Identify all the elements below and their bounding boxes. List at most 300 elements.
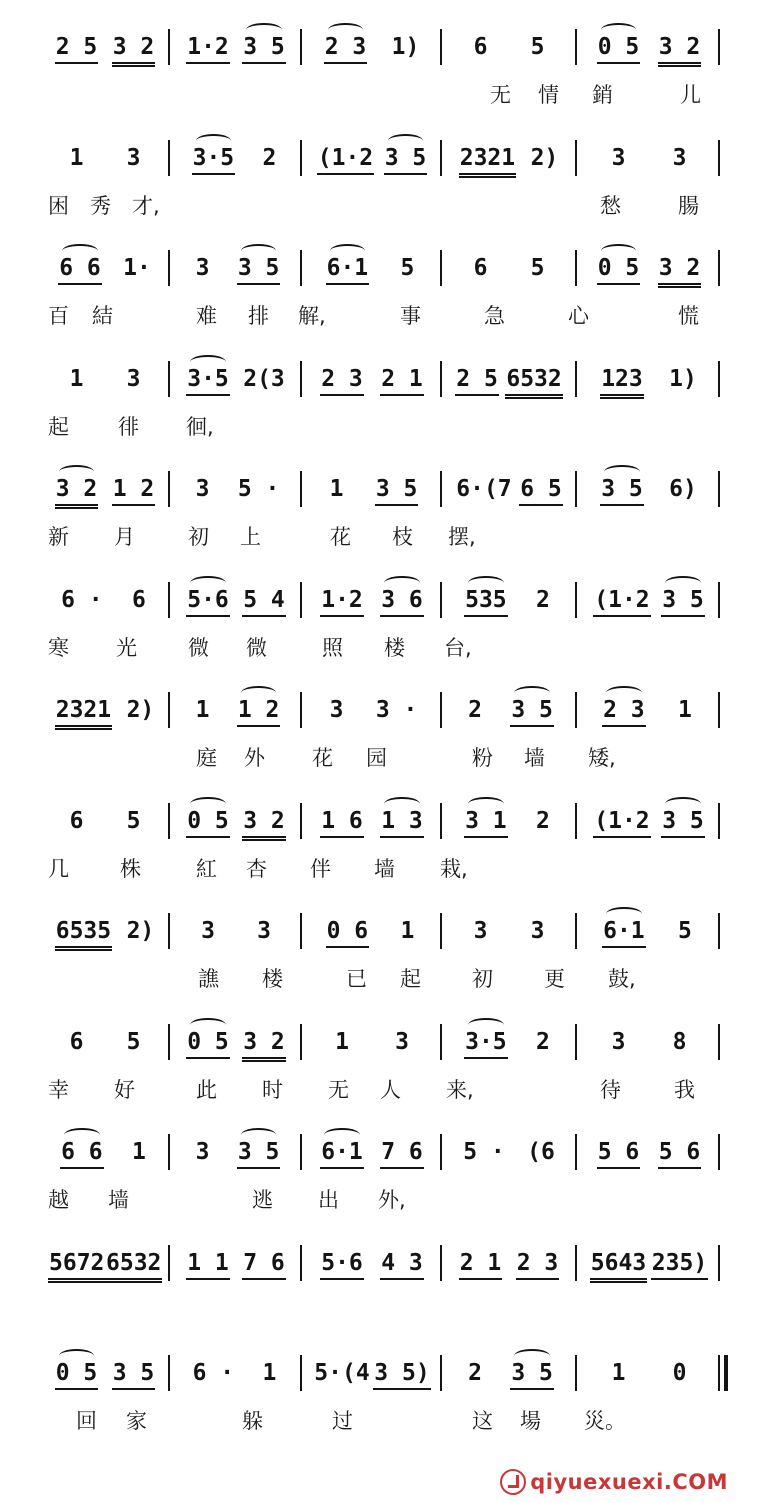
barline xyxy=(575,250,577,286)
measure xyxy=(312,1133,432,1173)
lyric-char: 照 xyxy=(322,635,343,660)
note-group: 6·1 xyxy=(326,253,370,285)
note-group: 3 xyxy=(530,918,545,944)
note-group: 3 xyxy=(195,255,210,281)
lyric-char: 来, xyxy=(446,1077,474,1102)
barline xyxy=(168,471,170,507)
measure xyxy=(48,691,162,731)
lyric-line xyxy=(0,743,760,775)
lyric-line xyxy=(0,964,760,996)
note-group: 3 5 xyxy=(661,585,705,617)
lyric-char: 株 xyxy=(120,856,141,881)
slur-mark xyxy=(468,797,504,811)
note-group: 6 xyxy=(473,34,488,60)
measure xyxy=(588,1023,710,1063)
note-group: 2321 xyxy=(459,143,516,178)
barline xyxy=(440,250,442,286)
note-group: 3 2 xyxy=(658,32,702,67)
note-group: 1 xyxy=(262,1360,277,1386)
note-group: 1 6 xyxy=(320,806,364,838)
note-group: 6 · xyxy=(61,586,103,613)
note-group: 6 6 xyxy=(60,1137,104,1169)
lyric-line xyxy=(0,522,760,554)
notation-line xyxy=(0,802,760,842)
note-group: 6 xyxy=(473,255,488,281)
slur-mark xyxy=(190,1018,226,1032)
note-group: 2 3 xyxy=(324,32,368,64)
notation-line xyxy=(0,470,760,510)
measure xyxy=(312,1244,432,1284)
note-group: 1 2 xyxy=(112,474,156,506)
slur-mark xyxy=(190,797,226,811)
note-group: 1·2 xyxy=(186,32,230,64)
measure xyxy=(452,581,566,621)
score-system xyxy=(0,802,760,912)
slur-mark xyxy=(468,576,504,590)
lyric-char: 无 xyxy=(490,83,511,107)
barline xyxy=(718,1245,720,1281)
notation-line xyxy=(0,1133,760,1173)
lyric-char: 儿 xyxy=(680,83,701,107)
note-group: 6532 xyxy=(105,1248,162,1283)
note-group: 1 xyxy=(69,365,84,392)
slur-mark xyxy=(62,244,98,258)
slur-mark xyxy=(468,1018,504,1032)
measure xyxy=(312,249,432,289)
note-group: 0 5 xyxy=(597,32,641,64)
final-barline xyxy=(724,1355,728,1391)
barline xyxy=(575,1024,577,1060)
note-group: 3 6 xyxy=(380,585,424,617)
note-group: 1 xyxy=(335,1028,349,1055)
slur-mark xyxy=(328,23,364,37)
barline xyxy=(440,803,442,839)
note-group: 6·(7 xyxy=(456,476,512,502)
note-group: 3 xyxy=(473,918,488,944)
measure xyxy=(452,139,566,179)
lyric-char: 事 xyxy=(400,304,421,328)
lyric-char: 秀 xyxy=(90,193,111,218)
lyric-char: 新 xyxy=(48,525,69,549)
score-system xyxy=(0,1244,760,1354)
notation-line xyxy=(0,691,760,731)
barline xyxy=(718,1355,720,1391)
measure xyxy=(48,1023,162,1063)
note-group: 3 5 xyxy=(510,1358,554,1390)
lyric-char: 紅 xyxy=(196,856,217,881)
lyric-char: 慌 xyxy=(678,304,699,328)
site-watermark xyxy=(500,1469,728,1495)
measure xyxy=(48,581,162,621)
slur-mark xyxy=(246,23,282,37)
slur-mark xyxy=(59,465,95,479)
slur-mark xyxy=(606,907,642,921)
slur-mark xyxy=(384,576,420,590)
lyric-char: 已 xyxy=(346,967,367,991)
note-group: 6535 xyxy=(55,916,112,951)
lyric-line xyxy=(0,80,760,112)
score-system xyxy=(0,28,760,138)
note-group: 123 xyxy=(600,364,644,399)
lyric-char: 起 xyxy=(48,414,69,439)
logo-q-icon xyxy=(500,1469,526,1495)
measure xyxy=(180,912,292,952)
note-group: 5 6 xyxy=(597,1137,641,1169)
note-group: 5 xyxy=(126,807,141,834)
measure xyxy=(452,691,566,731)
slur-mark xyxy=(241,1128,277,1142)
barline xyxy=(440,1024,442,1060)
note-group: 2 1 xyxy=(459,1248,503,1280)
lyric-char: 好 xyxy=(114,1077,135,1102)
note-group: (1·2 xyxy=(593,806,650,838)
barline xyxy=(440,1245,442,1281)
measure xyxy=(312,360,432,400)
lyric-char: 无 xyxy=(328,1077,349,1102)
measure xyxy=(452,1244,566,1284)
note-group: 6·1 xyxy=(320,1137,364,1169)
lyric-line xyxy=(0,854,760,886)
note-group: 1) xyxy=(669,365,697,392)
measure xyxy=(180,1354,292,1394)
slur-mark xyxy=(601,23,637,37)
lyric-char: 摆, xyxy=(448,525,476,549)
measure xyxy=(48,1133,162,1173)
lyric-char: 困 xyxy=(48,193,69,218)
measure xyxy=(180,28,292,68)
lyric-char: 場 xyxy=(520,1409,541,1433)
note-group: 3 2 xyxy=(242,1027,286,1062)
note-group: 5 4 xyxy=(242,585,286,617)
barline xyxy=(300,1134,302,1170)
measure xyxy=(588,249,710,289)
measure xyxy=(180,139,292,179)
measure xyxy=(48,28,162,68)
measure xyxy=(48,912,162,952)
measure xyxy=(48,802,162,842)
slur-mark xyxy=(514,686,550,700)
note-group: 3 xyxy=(195,1139,210,1165)
measure xyxy=(588,470,710,510)
measure xyxy=(48,1244,162,1284)
lyric-char: 徘 xyxy=(118,414,139,439)
barline xyxy=(440,1134,442,1170)
note-group: 4 3 xyxy=(380,1248,424,1280)
note-group: 3 5 xyxy=(112,1358,156,1390)
note-group: 2 xyxy=(535,586,550,613)
score-system xyxy=(0,470,760,580)
measure xyxy=(312,912,432,952)
note-group: (1·2 xyxy=(317,143,374,175)
note-group: 3·5 xyxy=(192,143,236,175)
note-group: 6 5 xyxy=(519,474,563,506)
lyric-char: 結 xyxy=(92,304,113,328)
barline xyxy=(718,471,720,507)
note-group: 1·2 xyxy=(320,585,364,617)
notation-line xyxy=(0,360,760,400)
measure xyxy=(312,1023,432,1063)
lyric-char: 出 xyxy=(318,1188,339,1212)
measure xyxy=(452,28,566,68)
measure xyxy=(312,1354,432,1394)
note-group: 8 xyxy=(672,1028,687,1055)
note-group: 1 xyxy=(131,1139,146,1165)
note-group: (6 xyxy=(527,1139,555,1165)
note-group: 3 5 xyxy=(375,474,419,506)
notation-line xyxy=(0,1244,760,1284)
note-group: 1 xyxy=(195,697,210,723)
measure xyxy=(48,470,162,510)
lyric-char: 銷 xyxy=(592,83,613,107)
barline xyxy=(300,471,302,507)
lyric-char: 伴 xyxy=(310,856,331,881)
barline xyxy=(575,1355,577,1391)
lyric-char: 月 xyxy=(114,525,135,549)
barline xyxy=(440,692,442,728)
barline xyxy=(575,1245,577,1281)
note-group: 3 5 xyxy=(600,474,644,506)
note-group: 2 3 xyxy=(516,1248,560,1280)
slur-mark xyxy=(665,576,701,590)
barline xyxy=(300,1245,302,1281)
barline xyxy=(168,1355,170,1391)
measure xyxy=(452,1354,566,1394)
lyric-line xyxy=(0,1075,760,1107)
measure xyxy=(588,802,710,842)
measure xyxy=(48,139,162,179)
note-group: 3 xyxy=(611,1028,626,1055)
lyric-char: 楼 xyxy=(384,635,405,660)
lyric-char: 更 xyxy=(544,967,565,991)
lyric-char: 起 xyxy=(400,967,421,991)
lyric-char: 园 xyxy=(366,746,387,770)
barline xyxy=(440,140,442,176)
note-group: 3 xyxy=(672,144,687,171)
lyric-char: 回 xyxy=(76,1409,97,1433)
note-group: 3 · xyxy=(375,697,418,723)
note-group: 5 xyxy=(530,34,545,60)
measure xyxy=(312,470,432,510)
watermark-text: qiyuexuexi.COM xyxy=(530,1470,728,1494)
note-group: 3·5 xyxy=(464,1027,508,1059)
note-group: 1 xyxy=(611,1360,626,1386)
note-group: 2 xyxy=(535,807,550,834)
slur-mark xyxy=(665,797,701,811)
lyric-char: 我 xyxy=(674,1077,695,1102)
barline xyxy=(440,913,442,949)
barline xyxy=(300,803,302,839)
score-system xyxy=(0,249,760,359)
measure xyxy=(48,249,162,289)
lyric-char: 心 xyxy=(568,304,589,328)
barline xyxy=(300,140,302,176)
barline xyxy=(168,140,170,176)
slur-mark xyxy=(606,686,642,700)
measure xyxy=(588,1354,710,1394)
measure xyxy=(48,360,162,400)
lyric-char: 墙 xyxy=(108,1188,129,1212)
slur-mark xyxy=(384,797,420,811)
slur-mark xyxy=(190,355,226,369)
barline xyxy=(575,29,577,65)
barline xyxy=(718,140,720,176)
measure xyxy=(180,581,292,621)
note-group: 5 xyxy=(530,255,545,281)
measure xyxy=(588,360,710,400)
barline xyxy=(718,913,720,949)
notation-line xyxy=(0,28,760,68)
note-group: 0 5 xyxy=(186,1027,230,1059)
lyric-char: 花 xyxy=(330,525,351,549)
measure xyxy=(312,28,432,68)
barline xyxy=(168,250,170,286)
slur-mark xyxy=(324,1128,360,1142)
lyric-char: 寒 xyxy=(48,635,69,660)
measure xyxy=(180,1133,292,1173)
measure xyxy=(452,470,566,510)
lyric-char: 上 xyxy=(240,525,261,549)
barline xyxy=(575,803,577,839)
lyric-char: 此 xyxy=(196,1077,217,1102)
lyric-line xyxy=(0,412,760,444)
lyric-char: 愁 xyxy=(600,193,621,218)
note-group: 3 5 xyxy=(237,1137,281,1169)
measure xyxy=(588,1133,710,1173)
note-group: 1 3 xyxy=(380,806,424,838)
note-group: 3 2 xyxy=(112,32,156,67)
measure xyxy=(588,581,710,621)
lyric-char: 台, xyxy=(444,635,472,660)
barline xyxy=(575,692,577,728)
measure xyxy=(452,249,566,289)
lyric-char: 徊, xyxy=(186,414,214,439)
notation-line xyxy=(0,1354,760,1394)
barline xyxy=(440,1355,442,1391)
lyric-char: 粉 xyxy=(472,746,493,770)
note-group: 5672 xyxy=(48,1248,105,1283)
note-group: 3 2 xyxy=(658,253,702,288)
note-group: 3 2 xyxy=(55,474,99,509)
lyric-line xyxy=(0,1185,760,1217)
note-group: 3 xyxy=(257,918,271,944)
barline xyxy=(300,692,302,728)
barline xyxy=(300,361,302,397)
notation-line xyxy=(0,581,760,621)
score-system xyxy=(0,1133,760,1243)
note-group: 3 xyxy=(395,1028,409,1055)
barline xyxy=(168,803,170,839)
measure xyxy=(452,912,566,952)
note-group: 3 1 xyxy=(464,806,508,838)
slur-mark xyxy=(514,1349,550,1363)
slur-mark xyxy=(196,134,232,148)
lyric-line xyxy=(0,1406,760,1438)
lyric-char: 几 xyxy=(48,856,69,881)
note-group: 6 xyxy=(69,1028,84,1055)
lyric-char: 微 xyxy=(188,635,209,660)
note-group: 2(3 xyxy=(243,365,285,392)
barline xyxy=(300,250,302,286)
lyric-char: 外, xyxy=(378,1188,406,1212)
barline xyxy=(575,361,577,397)
note-group: 3 5 xyxy=(237,253,281,285)
barline xyxy=(718,250,720,286)
measure xyxy=(452,1023,566,1063)
lyric-char: 情 xyxy=(538,83,559,107)
note-group: 5 · xyxy=(463,1139,505,1165)
score-system xyxy=(0,1354,760,1464)
barline xyxy=(168,361,170,397)
slur-mark xyxy=(601,244,637,258)
lyric-char: 人 xyxy=(380,1077,401,1102)
note-group: 1 xyxy=(329,476,344,502)
barline xyxy=(300,582,302,618)
note-group: 3 xyxy=(611,144,626,171)
barline xyxy=(718,1024,720,1060)
barline xyxy=(575,1134,577,1170)
measure xyxy=(180,470,292,510)
measure xyxy=(180,691,292,731)
note-group: 535 xyxy=(464,585,508,617)
slur-mark xyxy=(59,1349,95,1363)
lyric-char: 腸 xyxy=(678,193,699,218)
note-group: 5·(4 xyxy=(314,1360,370,1386)
barline xyxy=(718,803,720,839)
lyric-char: 才, xyxy=(132,193,160,218)
slur-mark xyxy=(330,244,366,258)
barline xyxy=(718,582,720,618)
notation-line xyxy=(0,912,760,952)
barline xyxy=(575,471,577,507)
note-group: 5 xyxy=(126,1028,141,1055)
lyric-char: 这 xyxy=(472,1409,493,1433)
lyric-char: 急 xyxy=(484,304,505,328)
note-group: 5 xyxy=(400,255,415,281)
note-group: 2 3 xyxy=(602,695,646,727)
note-group: 6 xyxy=(131,586,146,613)
note-group: 3 5 xyxy=(384,143,428,175)
score-system xyxy=(0,581,760,691)
lyric-char: 过 xyxy=(332,1409,353,1433)
note-group: 5 xyxy=(677,918,692,944)
note-group: (1·2 xyxy=(593,585,650,617)
lyric-char: 墙 xyxy=(524,746,545,770)
note-group: 3 5 xyxy=(242,32,286,64)
lyric-char: 微 xyxy=(246,635,267,660)
note-group: 5·6 xyxy=(186,585,230,617)
lyric-char: 楼 xyxy=(262,967,283,991)
measure xyxy=(452,802,566,842)
note-group: 2) xyxy=(126,697,155,723)
lyric-line xyxy=(0,191,760,223)
note-group: 0 5 xyxy=(597,253,641,285)
notation-line xyxy=(0,139,760,179)
note-group: 1 1 xyxy=(186,1248,230,1280)
note-group: 6) xyxy=(669,476,697,502)
barline xyxy=(718,1134,720,1170)
barline xyxy=(300,913,302,949)
note-group: 5 6 xyxy=(658,1137,702,1169)
note-group: 5 · xyxy=(237,476,280,502)
note-group: 6532 xyxy=(505,364,562,399)
note-group: 1· xyxy=(123,255,151,281)
note-group: 1 xyxy=(677,697,692,723)
lyric-char: 譙 xyxy=(198,967,219,991)
lyric-char: 墙 xyxy=(374,856,395,881)
lyric-char: 越 xyxy=(48,1188,69,1212)
measure xyxy=(312,691,432,731)
note-group: 6 xyxy=(69,807,84,834)
